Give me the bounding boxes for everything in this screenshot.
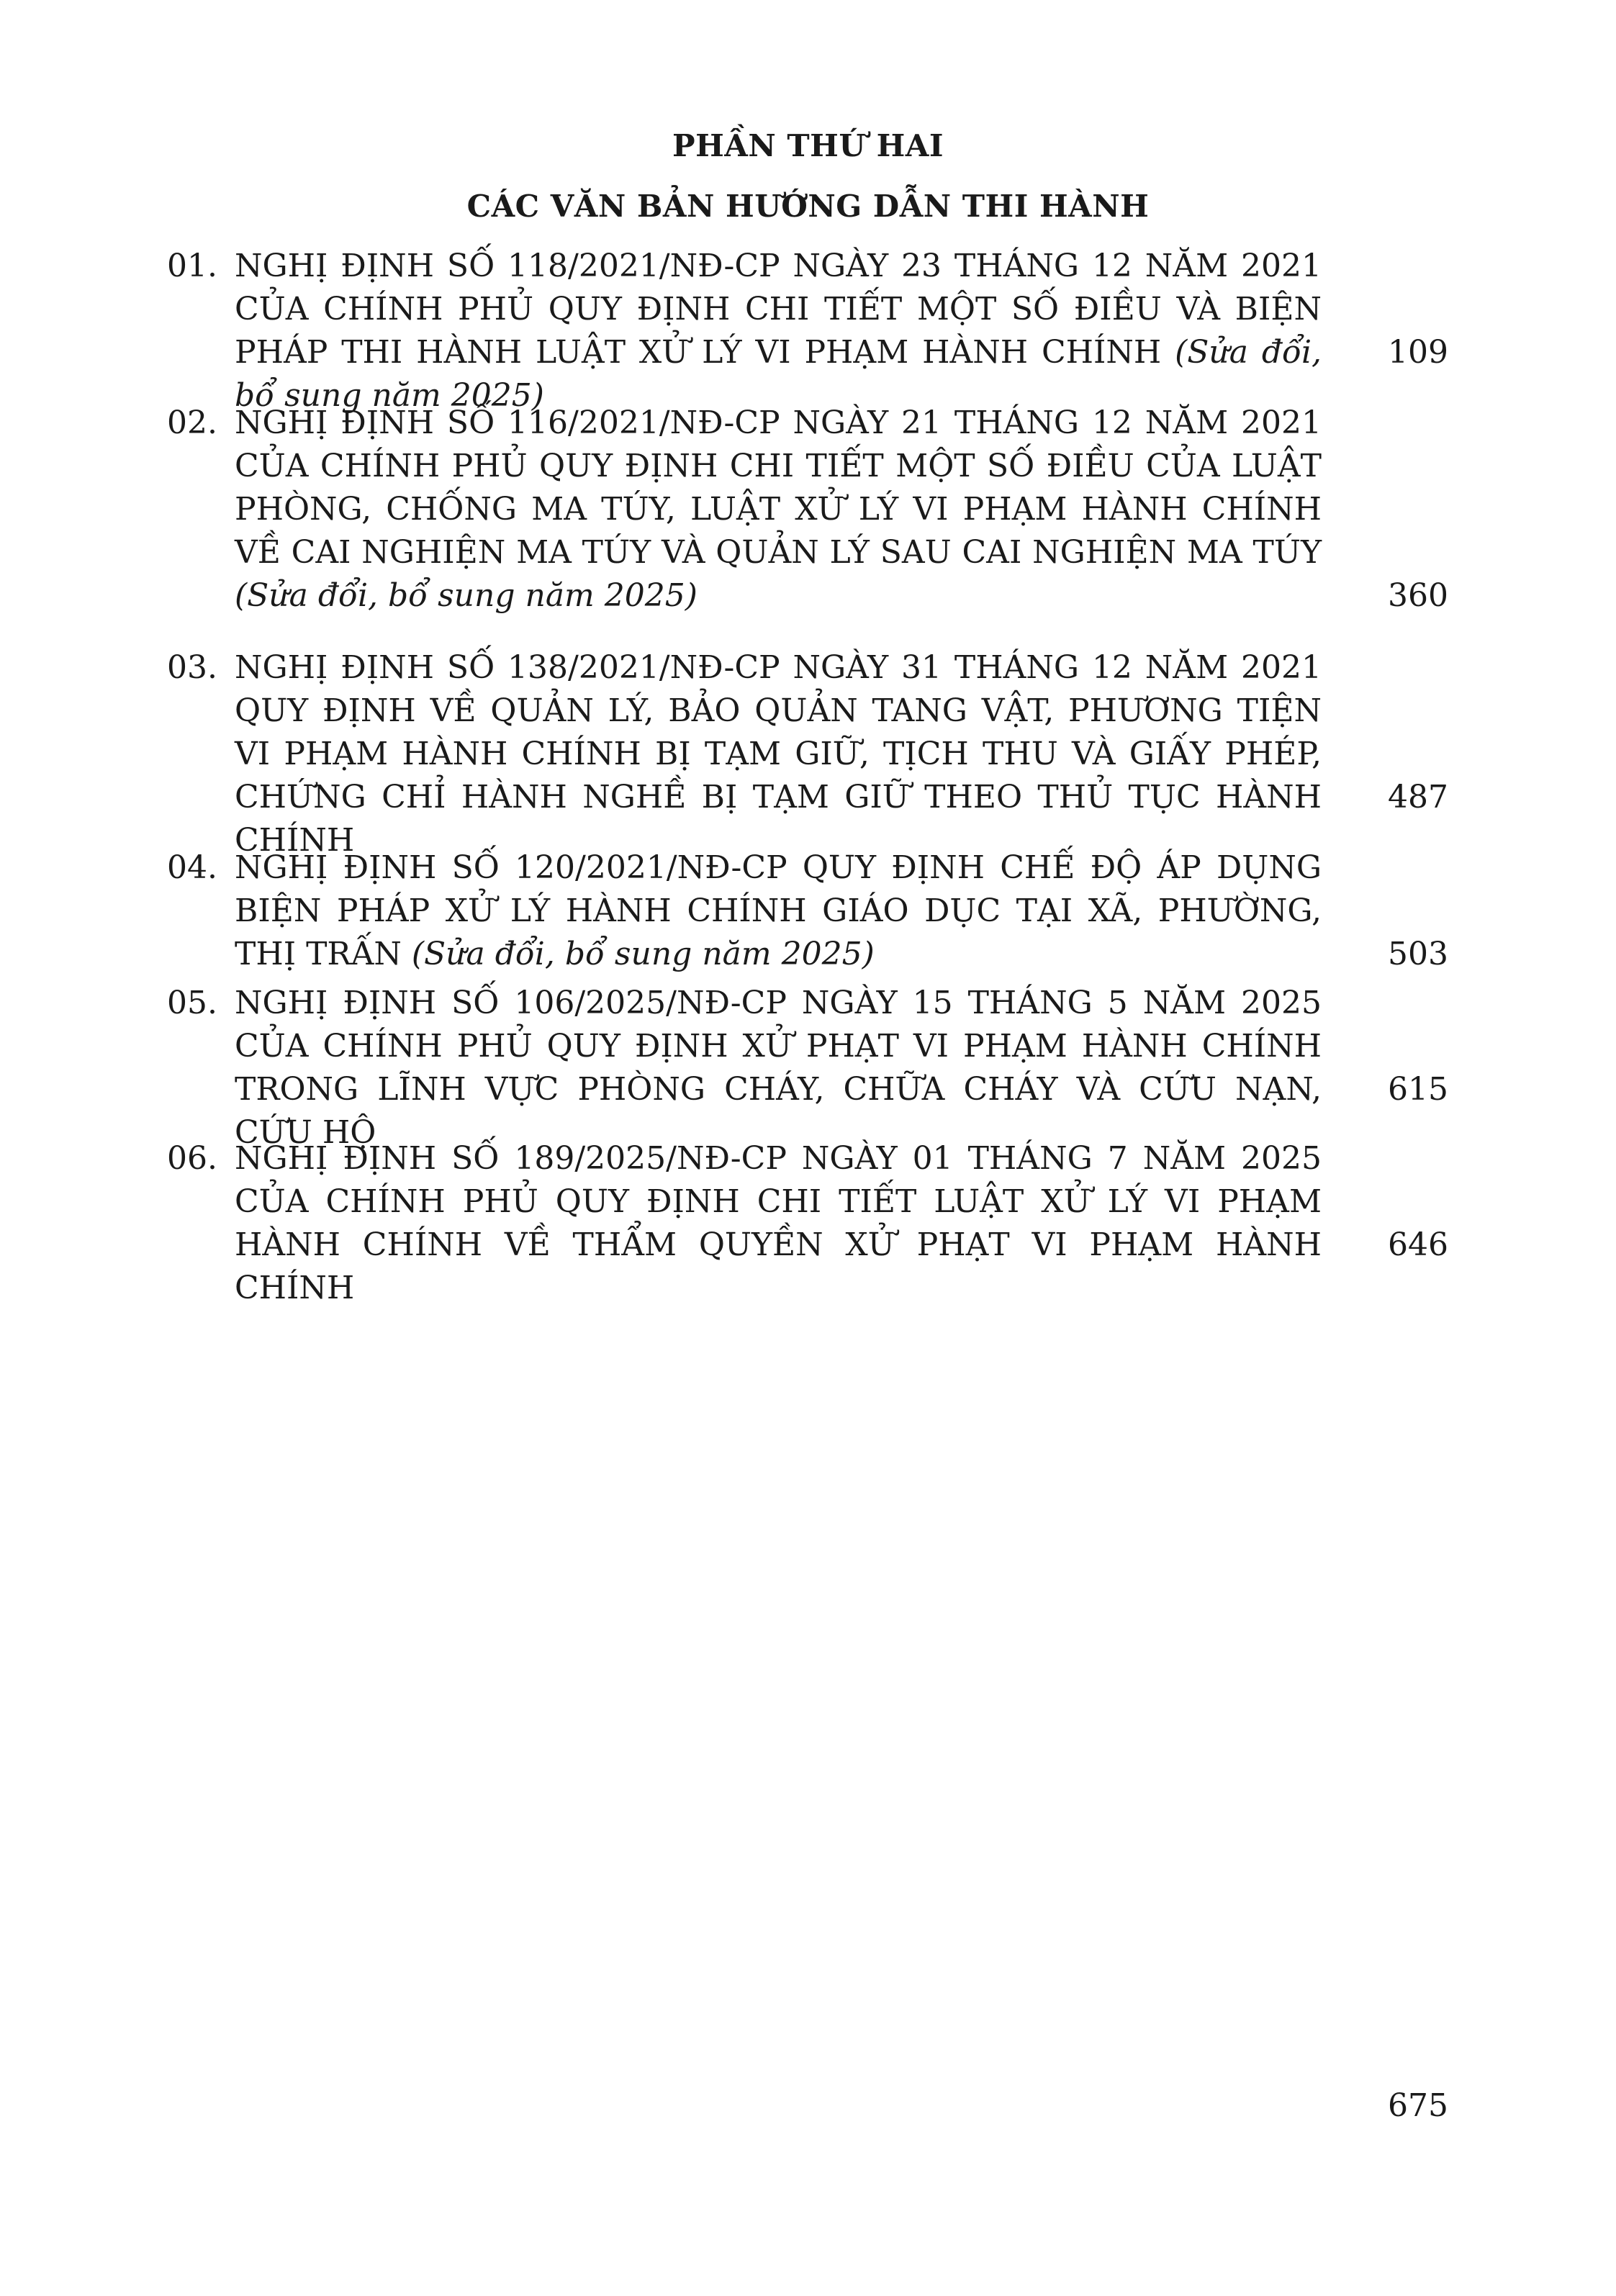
- entry-number: 05.: [167, 985, 217, 1021]
- entry-title: NGHỊ ĐỊNH SỐ 138/2021/NĐ-CP NGÀY 31 THÁNG 12 NĂM 2021 QUY ĐỊNH VỀ QUẢN LÝ, BẢO QUẢN TANG VẬT, PHƯƠNG TIỆN VI PHẠM HÀNH CHÍNH BỊ TẠM GIỮ, TỊCH THU VÀ GIẤY PHÉP, CHỨNG CHỈ HÀNH NGHỀ BỊ TẠM GIỮ THEO THỦ TỤC HÀNH CHÍNH: [235, 649, 1322, 859]
- entry-number: 02.: [167, 404, 217, 441]
- entry-page-number: 360: [1388, 577, 1448, 614]
- entry-number: 04.: [167, 849, 217, 886]
- footer-page-number: 675: [1388, 2087, 1448, 2124]
- entry-number: 03.: [167, 649, 217, 686]
- entry-note: (Sửa đổi, bổ sung năm 2025): [411, 936, 875, 972]
- entry-title-block: [235, 982, 1322, 1154]
- entry-page-number: 487: [1388, 779, 1448, 815]
- entry-page-number: 109: [1388, 334, 1448, 371]
- section-title: CÁC VĂN BẢN HƯỚNG DẪN THI HÀNH: [466, 189, 1150, 224]
- entry-title-block: [235, 646, 1322, 862]
- entry-note: (Sửa đổi, bổ sung năm 2025): [235, 334, 1322, 414]
- entry-page-number: 615: [1388, 1071, 1448, 1108]
- entry-title: NGHỊ ĐỊNH SỐ 118/2021/NĐ-CP NGÀY 23 THÁNG 12 NĂM 2021 CỦA CHÍNH PHỦ QUY ĐỊNH CHI TIẾT MỘT SỐ ĐIỀU VÀ BIỆN PHÁP THI HÀNH LUẬT XỬ LÝ VI PHẠM HÀNH CHÍNH: [235, 248, 1322, 371]
- entry-title: NGHỊ ĐỊNH SỐ 106/2025/NĐ-CP NGÀY 15 THÁNG 5 NĂM 2025 CỦA CHÍNH PHỦ QUY ĐỊNH XỬ PHẠT VI PHẠM HÀNH CHÍNH TRONG LĨNH VỰC PHÒNG CHÁY, CHỮA CHÁY VÀ CỨU NẠN, CỨU HỘ: [235, 985, 1322, 1151]
- entry-title-block: [235, 846, 1322, 976]
- entry-number: 01.: [167, 248, 217, 284]
- entry-note: (Sửa đổi, bổ sung năm 2025): [235, 577, 698, 614]
- part-title: PHẦN THỨ HAI: [672, 128, 944, 163]
- entry-page-number: 503: [1388, 936, 1448, 972]
- entry-title: NGHỊ ĐỊNH SỐ 189/2025/NĐ-CP NGÀY 01 THÁNG 7 NĂM 2025 CỦA CHÍNH PHỦ QUY ĐỊNH CHI TIẾT LUẬT XỬ LÝ VI PHẠM HÀNH CHÍNH VỀ THẨM QUYỀN XỬ PHẠT VI PHẠM HÀNH CHÍNH: [235, 1140, 1322, 1306]
- entry-number: 06.: [167, 1140, 217, 1177]
- entry-title-block: [235, 402, 1322, 618]
- entry-page-number: 646: [1388, 1226, 1448, 1263]
- entry-title: NGHỊ ĐỊNH SỐ 116/2021/NĐ-CP NGÀY 21 THÁNG 12 NĂM 2021 CỦA CHÍNH PHỦ QUY ĐỊNH CHI TIẾT MỘT SỐ ĐIỀU CỦA LUẬT PHÒNG, CHỐNG MA TÚY, LUẬT XỬ LÝ VI PHẠM HÀNH CHÍNH VỀ CAI NGHIỆN MA TÚY VÀ QUẢN LÝ SAU CAI NGHIỆN MA TÚY: [235, 404, 1322, 571]
- entry-title-block: [235, 245, 1322, 417]
- entry-title-block: [235, 1137, 1322, 1310]
- entry-title: NGHỊ ĐỊNH SỐ 120/2021/NĐ-CP QUY ĐỊNH CHẾ ĐỘ ÁP DỤNG BIỆN PHÁP XỬ LÝ HÀNH CHÍNH GIÁO DỤC TẠI XÃ, PHƯỜNG, THỊ TRẤN: [235, 849, 1322, 972]
